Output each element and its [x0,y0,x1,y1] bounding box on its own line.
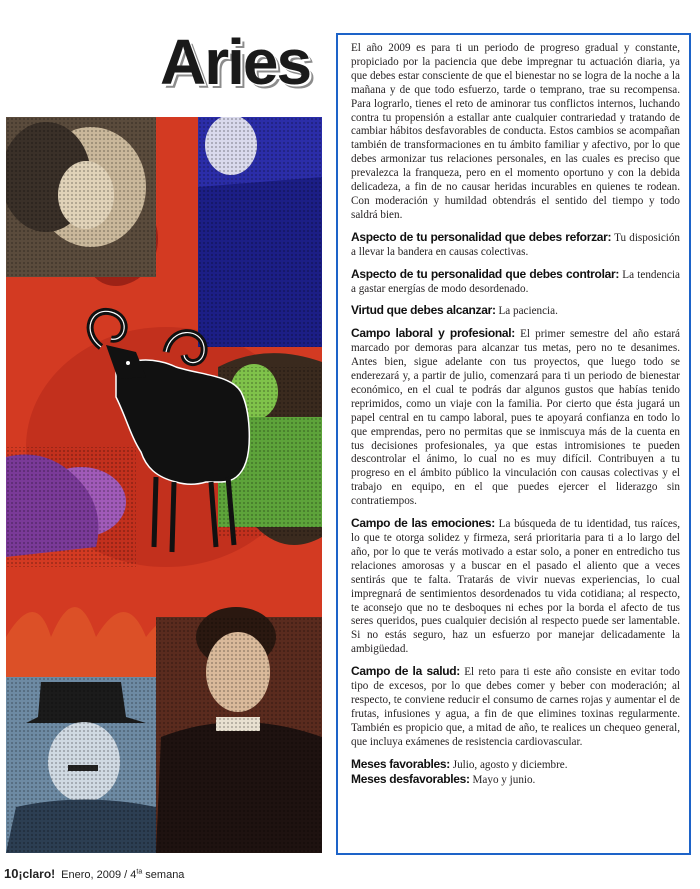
page-title: Aries [160,26,311,98]
section-text: La búsqueda de tu identidad, tus raíces, lo que te otorga solidez y firmeza, será prioritaria para ti a lo largo del año, por lo que te verás motivado a estar solo, a poner en entredicho tus relaciones amorosas y a buscar en el pasado el aliento que a veces sentirás que te falta. Tratarás de vivir nuevas experiencias, lo cual impregnará de sentimientos desordenados tu vida cotidiana; al respecto, te aconsejo que no te desboques ni eches por la borda el afecto de tus seres queridos, pues cualquier decisión al respecto puede ser lamentable. Si no estás seguro, haz un esfuerzo por manejar delicadamente la ambigüedad. [351,518,680,656]
section-heading: Campo de las emociones: [351,516,495,531]
aries-collage-illustration [6,117,322,853]
section-text: El reto para ti este año consiste en evitar todo tipo de excesos, por lo que debes comer y beber con moderación; al respecto, te conviene reducir el consumo de carnes rojas y aumentar el de frutas, infusiones y agua, a fin de que elimines toxinas regularmente. También es propicio que, a mitad de año, te realices un chequeo general, que incluya exámenes de resistencia cardiovascular. [351,666,680,748]
issue-week: semana [142,869,185,881]
page-footer [4,866,334,884]
section-laboral [351,327,680,509]
section-reforzar [351,231,680,260]
intro-paragraph: El año 2009 es para ti un periodo de progreso gradual y constante, propiciado por la paciencia que debe impregnar tu actuación diaria, ya que debes estar consciente de que el bienestar no se logra de la noche a la mañana y de que todo esfuerzo, tarde o temprano, trae su recompensa. Para lograrlo, tienes el reto de aminorar tus conflictos internos, luchando contra tu propensión a estallar ante cualquier contrariedad y tratando de cambiar hábitos desfavorables de conducta. Estos cambios se acompañan también de transformaciones en tu ámbito familiar y afectivo, por lo que debes armonizar tus relaciones personales, en las cuales es preciso que prevalezca la franqueza, pero en el momento oportuno y con la debida delicadeza, a fin de no causar heridas incurables en quienes te rodean. Con moderación y humildad obtendrás el sentido del tiempo y todo saldrá bien. [351,42,680,221]
section-virtud [351,304,680,319]
purple-figure [6,447,136,567]
horoscope-text-panel [336,33,691,855]
section-salud [351,665,680,749]
favorable-months-heading: Meses favorables: [351,756,450,771]
bottom-right-portrait [156,607,322,853]
collage-art [6,117,322,853]
bottom-left-portrait [6,677,166,853]
favorable-months [351,758,680,773]
section-controlar [351,268,680,297]
unfavorable-months-text: Mayo y junio. [469,773,536,786]
section-text: La tendencia a gastar energías de modo desordenado. [351,268,680,295]
section-heading: Campo laboral y profesional: [351,326,515,341]
unfavorable-months-heading: Meses desfavorables: [351,771,470,786]
section-heading: Campo de la salud: [351,664,460,679]
issue-date: Enero, 2009 / 4 [61,869,137,881]
favorable-months-text: Julio, agosto y diciembre. [449,758,568,771]
section-text: El primer semestre del año estará marcado por demoras para alcanzar tus metas, pero no te desanimes. Antes bien, sigue adelante con tus proyectos, que luego todo se enderezará y, a partir de julio, comenzará para ti un periodo de bienestar económico, en el cual te podrás dar algunos gustos que habías tenido reprimidos, como un viaje con la familia. Por cierto que ésta jugará un papel central en tu campo laboral, pues te apoyará confianza en todo lo que emprendas, pero no permitas que se inmiscuya más de la cuenta en tus decisiones profesionales, ya que estas intromisiones te pueden descontrolar el ánimo, lo cual no es muy difícil. Contribuyen a tu progreso en el ámbito público la vinculación con causas colectivas y el trabajo en equipo, en el que puedes ejercer el liderazgo sin contratiempos. [351,328,680,508]
section-heading: Aspecto de tu personalidad que debes reforzar: [351,229,612,244]
top-left-portrait [6,117,156,277]
unfavorable-months [351,773,680,788]
page-number: 10 [4,866,19,881]
section-text: La paciencia. [495,305,558,318]
top-right-blue-portrait [198,117,322,347]
section-text: Tu disposición a llevar la bandera en causas colectivas. [351,231,680,258]
section-heading: Virtud que debes alcanzar: [351,303,496,318]
magazine-name: ¡claro! [18,867,56,881]
issue-week-suffix: ta [136,868,143,876]
section-heading: Aspecto de tu personalidad que debes controlar: [351,266,620,281]
section-emociones [351,517,680,657]
